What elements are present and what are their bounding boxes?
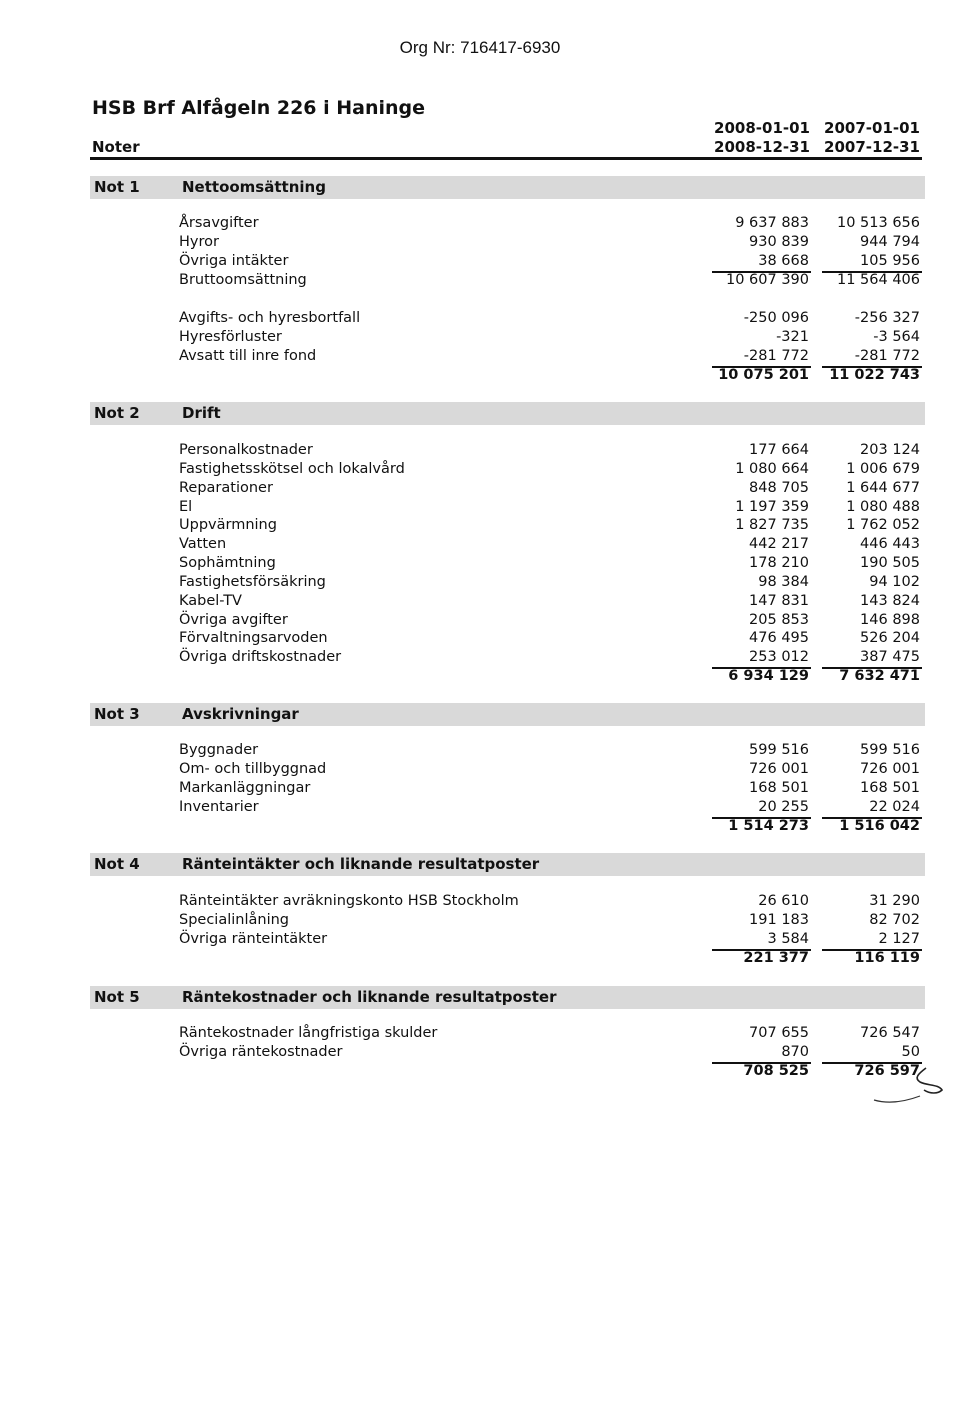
note-5-header: [90, 986, 925, 1009]
row-value-2008: 20 255: [758, 799, 809, 815]
row-value-2007: 526 204: [860, 630, 920, 646]
period-2007-to: 2007-12-31: [824, 138, 920, 156]
row-label: Övriga driftskostnader: [179, 649, 342, 665]
row-label: Avgifts- och hyresbortfall: [179, 310, 361, 326]
total-value-2007: 1 516 042: [839, 818, 920, 834]
row-value-2007: 726 001: [860, 761, 920, 777]
row-value-2008: 707 655: [749, 1025, 809, 1041]
document-title: HSB Brf Alfågeln 226 i Haninge: [92, 97, 426, 119]
row-value-2008: 1 080 664: [735, 461, 809, 477]
row-value-2007: 82 702: [869, 912, 920, 928]
note-4-header: [90, 853, 925, 876]
header-rule: [90, 157, 922, 160]
note-2-label: Not 2: [94, 404, 140, 422]
row-value-2007: 1 006 679: [846, 461, 920, 477]
table-row: [0, 555, 960, 574]
table-row: [0, 442, 960, 461]
row-label: Byggnader: [179, 742, 259, 758]
row-value-2008: 177 664: [749, 442, 809, 458]
total-value-2007: 7 632 471: [839, 668, 920, 684]
table-row: [0, 649, 960, 668]
row-value-2008: 9 637 883: [735, 215, 809, 231]
row-value-2007: 146 898: [860, 612, 920, 628]
row-value-2007: 11 564 406: [836, 272, 920, 288]
row-label: Markanläggningar: [179, 780, 311, 796]
row-label: Övriga intäkter: [179, 253, 289, 269]
total-row: [0, 668, 960, 687]
table-row: [0, 234, 960, 253]
total-value-2007: 726 597: [854, 1063, 920, 1079]
row-label: Uppvärmning: [179, 517, 277, 533]
row-label: Om- och tillbyggnad: [179, 761, 327, 777]
row-value-2007: 22 024: [869, 799, 920, 815]
table-row: [0, 215, 960, 234]
table-row: [0, 612, 960, 631]
row-value-2007: 2 127: [878, 931, 920, 947]
row-label: Personalkostnader: [179, 442, 313, 458]
row-label: Ränteintäkter avräkningskonto HSB Stockholm: [179, 893, 519, 909]
note-1-label: Not 1: [94, 178, 140, 196]
total-value-2007: 116 119: [854, 950, 920, 966]
table-row: [0, 893, 960, 912]
note-3-label: Not 3: [94, 705, 140, 723]
table-row: [0, 761, 960, 780]
row-value-2008: -250 096: [743, 310, 809, 326]
row-label: Inventarier: [179, 799, 259, 815]
row-label: Reparationer: [179, 480, 273, 496]
row-value-2008: 10 607 390: [725, 272, 809, 288]
row-label: Fastighetsförsäkring: [179, 574, 326, 590]
total-row: [0, 1063, 960, 1082]
row-value-2008: 1 197 359: [735, 499, 809, 515]
row-value-2007: -281 772: [854, 348, 920, 364]
total-value-2008: 10 075 201: [718, 367, 809, 383]
row-label: Avsatt till inre fond: [179, 348, 317, 364]
row-value-2007: 143 824: [860, 593, 920, 609]
note-4-title: Ränteintäkter och liknande resultatposter: [182, 855, 540, 873]
table-row: [0, 630, 960, 649]
row-value-2008: 26 610: [758, 893, 809, 909]
table-row: [0, 480, 960, 499]
row-value-2007: 1 644 677: [846, 480, 920, 496]
note-3-title: Avskrivningar: [182, 705, 299, 723]
row-label: Vatten: [179, 536, 227, 552]
row-value-2008: 168 501: [749, 780, 809, 796]
row-label: Årsavgifter: [179, 215, 259, 231]
row-label: Fastighetsskötsel och lokalvård: [179, 461, 405, 477]
row-label: Sophämtning: [179, 555, 276, 571]
row-value-2008: 930 839: [749, 234, 809, 250]
row-label: Kabel-TV: [179, 593, 242, 609]
note-3-header: [90, 703, 925, 726]
row-value-2008: 98 384: [758, 574, 809, 590]
row-value-2007: 190 505: [860, 555, 920, 571]
note-2-title: Drift: [182, 404, 221, 422]
period-2008-from: 2008-01-01: [714, 119, 810, 137]
row-value-2008: 147 831: [749, 593, 809, 609]
row-value-2007: -3 564: [873, 329, 920, 345]
row-value-2007: 599 516: [860, 742, 920, 758]
row-value-2007: 50: [901, 1044, 920, 1060]
row-label: El: [179, 499, 193, 515]
table-row: [0, 348, 960, 367]
total-value-2008: 221 377: [743, 950, 809, 966]
row-label: Hyresförluster: [179, 329, 282, 345]
row-label: Bruttoomsättning: [179, 272, 307, 288]
row-value-2008: 726 001: [749, 761, 809, 777]
table-row: [0, 461, 960, 480]
row-value-2007: 1 762 052: [846, 517, 920, 533]
row-value-2007: 944 794: [860, 234, 920, 250]
org-number: Org Nr: 716417-6930: [399, 38, 561, 57]
row-value-2008: 253 012: [749, 649, 809, 665]
row-value-2008: 1 827 735: [735, 517, 809, 533]
note-1-header: [90, 176, 925, 199]
table-row: [0, 272, 960, 291]
table-row: [0, 799, 960, 818]
row-value-2007: 168 501: [860, 780, 920, 796]
row-value-2007: 726 547: [860, 1025, 920, 1041]
period-2007-header: [790, 119, 920, 157]
row-label: Räntekostnader långfristiga skulder: [179, 1025, 438, 1041]
note-5-title: Räntekostnader och liknande resultatposter: [182, 988, 557, 1006]
row-label: Övriga ränteintäkter: [179, 931, 328, 947]
row-value-2008: 442 217: [749, 536, 809, 552]
table-row: [0, 780, 960, 799]
total-value-2008: 6 934 129: [728, 668, 809, 684]
row-value-2008: 38 668: [758, 253, 809, 269]
row-value-2008: 599 516: [749, 742, 809, 758]
row-value-2007: 446 443: [860, 536, 920, 552]
row-value-2007: -256 327: [854, 310, 920, 326]
note-5-label: Not 5: [94, 988, 140, 1006]
note-1-title: Nettoomsättning: [182, 178, 326, 196]
table-row: [0, 310, 960, 329]
row-value-2007: 31 290: [869, 893, 920, 909]
total-row: [0, 367, 960, 386]
table-row: [0, 742, 960, 761]
row-label: Förvaltningsarvoden: [179, 630, 328, 646]
row-label: Hyror: [179, 234, 219, 250]
note-2-header: [90, 402, 925, 425]
row-value-2007: 10 513 656: [836, 215, 920, 231]
row-value-2008: 476 495: [749, 630, 809, 646]
row-label: Övriga avgifter: [179, 612, 288, 628]
table-row: [0, 912, 960, 931]
row-value-2008: 205 853: [749, 612, 809, 628]
row-value-2008: 3 584: [767, 931, 809, 947]
row-value-2007: 203 124: [860, 442, 920, 458]
row-value-2008: 848 705: [749, 480, 809, 496]
table-row: [0, 574, 960, 593]
table-row: [0, 931, 960, 950]
table-row: [0, 1044, 960, 1063]
row-value-2008: 870: [781, 1044, 809, 1060]
table-row: [0, 329, 960, 348]
noter-heading: Noter: [92, 138, 140, 156]
row-value-2008: -321: [776, 329, 809, 345]
signature-mark: [868, 1064, 948, 1108]
total-row: [0, 950, 960, 969]
row-value-2007: 387 475: [860, 649, 920, 665]
table-row: [0, 499, 960, 518]
table-row: [0, 253, 960, 272]
row-value-2008: 178 210: [749, 555, 809, 571]
row-value-2007: 94 102: [869, 574, 920, 590]
total-value-2007: 11 022 743: [829, 367, 920, 383]
table-row: [0, 593, 960, 612]
table-row: [0, 536, 960, 555]
table-row: [0, 517, 960, 536]
period-2007-from: 2007-01-01: [824, 119, 920, 137]
row-value-2008: 191 183: [749, 912, 809, 928]
table-row: [0, 1025, 960, 1044]
row-label: Specialinlåning: [179, 912, 289, 928]
total-value-2008: 708 525: [743, 1063, 809, 1079]
period-2008-to: 2008-12-31: [714, 138, 810, 156]
row-value-2007: 105 956: [860, 253, 920, 269]
row-value-2008: -281 772: [743, 348, 809, 364]
note-4-label: Not 4: [94, 855, 140, 873]
row-label: Övriga räntekostnader: [179, 1044, 343, 1060]
row-value-2007: 1 080 488: [846, 499, 920, 515]
total-value-2008: 1 514 273: [728, 818, 809, 834]
total-row: [0, 818, 960, 837]
